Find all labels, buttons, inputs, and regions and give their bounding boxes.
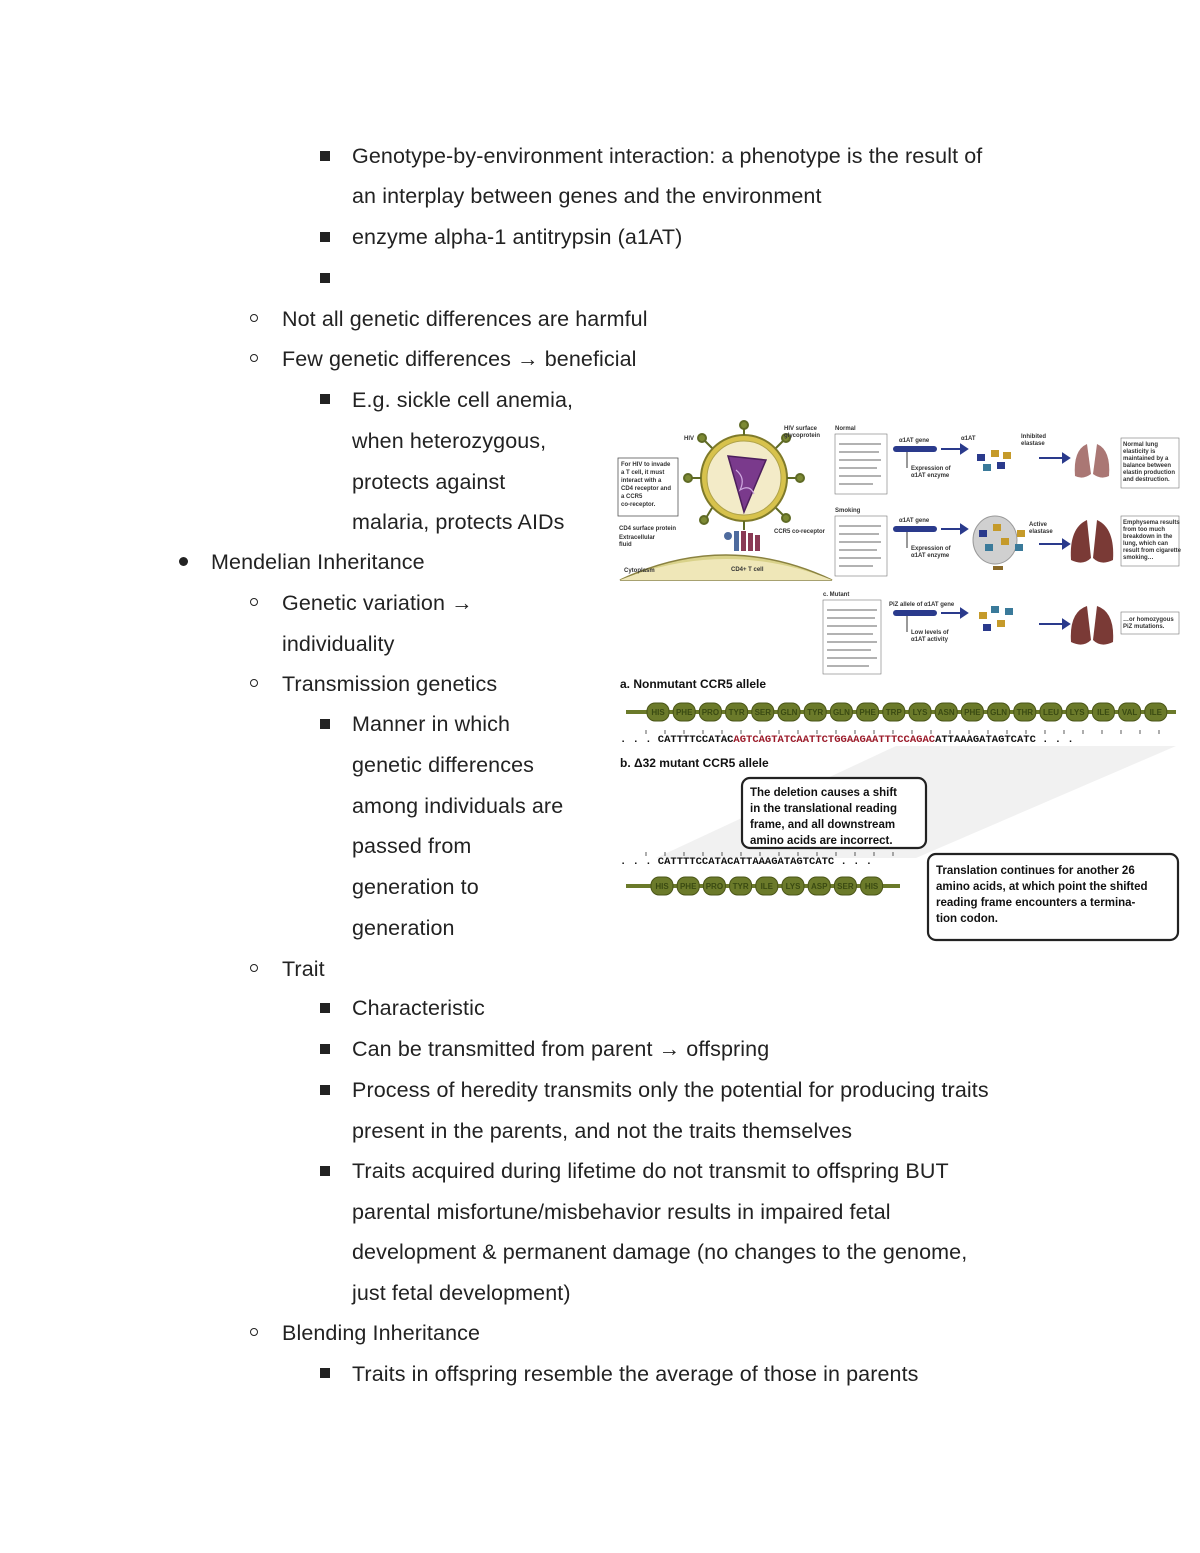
shift-callout-text: frame, and all downstream bbox=[750, 819, 896, 831]
amino-acid-label: PHE bbox=[679, 882, 697, 891]
note-line: genetic differences bbox=[352, 753, 534, 777]
invade-text: CD4 receptor and bbox=[621, 486, 672, 492]
note-line: Few genetic differences → beneficial bbox=[282, 347, 637, 371]
emphysema-text: breakdown in the bbox=[1123, 534, 1173, 540]
amino-acid-label: ASP bbox=[810, 882, 828, 891]
note-line: Traits in offspring resemble the average of those in parents bbox=[352, 1362, 919, 1386]
normal-lung-text: elasticity is bbox=[1123, 449, 1156, 455]
bullet-square bbox=[320, 232, 330, 242]
amino-acid-label: ILE bbox=[1149, 708, 1163, 717]
ccr5-label: CCR5 co-receptor bbox=[774, 529, 826, 535]
bullet-circle bbox=[250, 964, 258, 972]
bullet-square bbox=[320, 273, 330, 283]
amino-acid-label: ASN bbox=[937, 708, 955, 717]
amino-acid-label: PHE bbox=[964, 708, 981, 717]
emphysema-text: result from cigarette bbox=[1123, 548, 1182, 554]
note-line: enzyme alpha-1 antitrypsin (a1AT) bbox=[352, 225, 683, 249]
emphysema-text: smoking… bbox=[1123, 555, 1154, 561]
normal-lung-text: Normal lung bbox=[1123, 442, 1159, 448]
translation-callout-text: amino acids, at which point the shifted bbox=[936, 881, 1148, 893]
normal-header: Normal bbox=[835, 426, 856, 432]
emphysema-text: Emphysema results bbox=[1123, 520, 1180, 526]
homozygous-text: …or homozygous bbox=[1123, 617, 1174, 623]
smoking-header: Smoking bbox=[835, 508, 861, 514]
inhibited-label: elastase bbox=[1021, 441, 1045, 447]
amino-acid-label: SER bbox=[837, 882, 854, 891]
seq-a-end: ATTAAAGATAGTCATC . . . bbox=[935, 734, 1074, 746]
note-line: Characteristic bbox=[352, 996, 485, 1020]
shift-callout-text: amino acids are incorrect. bbox=[750, 835, 893, 847]
bullet-square bbox=[320, 1085, 330, 1095]
amino-acid-label: THR bbox=[1016, 708, 1034, 717]
amino-acid-label: VAL bbox=[1121, 708, 1138, 717]
bullet-circle bbox=[250, 598, 258, 606]
nonmutant-title: a. Nonmutant CCR5 allele bbox=[620, 677, 767, 691]
note-line: Not all genetic differences are harmful bbox=[282, 307, 648, 331]
lungs-normal bbox=[1075, 444, 1110, 478]
seq-a-start: . . . CATTTTCCATAC bbox=[620, 734, 734, 746]
amino-acid-label: LYS bbox=[1069, 708, 1085, 717]
note-line: development & permanent damage (no changes to the genome, bbox=[352, 1240, 968, 1264]
amino-acid-label: TYR bbox=[732, 882, 749, 891]
amino-acid-label: PHE bbox=[675, 708, 693, 717]
gene-bar bbox=[893, 446, 937, 452]
amino-acid-label: GLN bbox=[990, 708, 1008, 717]
extracellular-label: fluid bbox=[619, 542, 632, 548]
amino-acid-label: PRO bbox=[701, 708, 720, 717]
bullet-circle bbox=[250, 314, 258, 322]
bullet-circle bbox=[250, 354, 258, 362]
mutant-header: c. Mutant bbox=[823, 592, 850, 598]
note-line: generation to bbox=[352, 875, 479, 899]
gene-bar bbox=[893, 610, 937, 616]
bullet-circle bbox=[250, 1328, 258, 1336]
pi-allele-label: PiZ allele of α1AT gene bbox=[889, 602, 955, 608]
amino-acid-label: HIS bbox=[864, 882, 879, 891]
note-line: Traits acquired during lifetime do not transmit to offspring BUT bbox=[352, 1159, 949, 1183]
note-line: Trait bbox=[282, 957, 325, 981]
bullet-square bbox=[320, 151, 330, 161]
enzyme-cluster-mutant bbox=[979, 606, 1013, 631]
note-line: individuality bbox=[282, 632, 395, 656]
cytoplasm-label: Cytoplasm bbox=[624, 568, 655, 574]
lungs-emphysema bbox=[1071, 520, 1113, 563]
normal-lung-text: balance between bbox=[1123, 463, 1172, 469]
expression-label: α1AT enzyme bbox=[911, 473, 950, 479]
invade-text: For HIV to invade bbox=[621, 462, 671, 468]
lungs-mutant bbox=[1071, 606, 1113, 645]
tcell-label: CD4+ T cell bbox=[731, 567, 764, 573]
low-levels-label: α1AT activity bbox=[911, 637, 948, 643]
a1at-label: α1AT bbox=[961, 436, 976, 442]
shift-callout-text: The deletion causes a shift bbox=[750, 787, 897, 799]
amino-acid-label: LYS bbox=[785, 882, 801, 891]
note-line: Blending Inheritance bbox=[282, 1321, 481, 1345]
note-line: Mendelian Inheritance bbox=[211, 550, 425, 574]
note-line: present in the parents, and not the traits themselves bbox=[352, 1119, 853, 1143]
note-line: among individuals are bbox=[352, 794, 564, 818]
note-line: parental misfortune/misbehavior results in impaired fetal bbox=[352, 1200, 891, 1224]
note-line: Transmission genetics bbox=[282, 672, 498, 696]
note-line: malaria, protects AIDs bbox=[352, 510, 565, 534]
bullet-square bbox=[320, 1044, 330, 1054]
expression-label: α1AT enzyme bbox=[911, 553, 950, 559]
amino-acid-label: GLN bbox=[780, 708, 798, 717]
note-line: just fetal development) bbox=[352, 1281, 571, 1305]
invade-text: co-receptor. bbox=[621, 502, 656, 508]
invade-text: a CCR5 bbox=[621, 494, 643, 500]
amino-acid-label: TYR bbox=[728, 708, 745, 717]
low-levels-label: Low levels of bbox=[911, 630, 949, 636]
amino-acid-label: TYR bbox=[807, 708, 824, 717]
normal-lung-text: and destruction. bbox=[1123, 477, 1170, 483]
bullet-square bbox=[320, 394, 330, 404]
amino-acid-label: HIS bbox=[655, 882, 669, 891]
active-label: Active bbox=[1029, 522, 1048, 528]
bullet-square bbox=[320, 1166, 330, 1176]
a1at-figure bbox=[823, 420, 1182, 680]
note-line: Manner in which bbox=[352, 712, 511, 736]
normal-lung-text: maintained by a bbox=[1123, 456, 1169, 462]
shift-callout-text: in the translational reading bbox=[750, 803, 897, 815]
bullet-square bbox=[320, 719, 330, 729]
amino-acid-label: LEU bbox=[1043, 708, 1059, 717]
translation-callout-text: reading frame encounters a termina- bbox=[936, 897, 1136, 909]
note-line: E.g. sickle cell anemia, bbox=[352, 388, 574, 412]
translation-callout-text: Translation continues for another 26 bbox=[936, 865, 1135, 877]
invade-text: a T cell, it must bbox=[621, 470, 665, 476]
cd4-ccr5-receptors bbox=[724, 531, 760, 551]
amino-acid-label: PRO bbox=[705, 882, 724, 891]
nonmutant-sequence bbox=[620, 734, 1074, 746]
translation-callout-text: tion codon. bbox=[936, 913, 998, 925]
amino-acid-label: PHE bbox=[859, 708, 876, 717]
bullet-square bbox=[320, 1368, 330, 1378]
note-line: Can be transmitted from parent → offspring bbox=[352, 1037, 770, 1061]
amino-acid-label: HIS bbox=[651, 708, 665, 717]
amino-acid-label: LYS bbox=[912, 708, 928, 717]
invade-text: interact with a bbox=[621, 478, 662, 484]
inhibited-label: Inhibited bbox=[1021, 434, 1046, 440]
seq-a-deleted: AGTCAGTATCAATTCTGGAAGAATTTCCAGAC bbox=[733, 734, 936, 746]
note-line: an interplay between genes and the environment bbox=[352, 184, 822, 208]
note-line: passed from bbox=[352, 834, 472, 858]
enzyme-cluster-normal bbox=[961, 434, 1046, 471]
hiv-label: HIV bbox=[684, 436, 695, 442]
note-line: Genotype-by-environment interaction: a phenotype is the result of bbox=[352, 144, 983, 168]
glycoprotein-label: HIV surface bbox=[784, 426, 818, 432]
amino-acid-label: TRP bbox=[885, 708, 902, 717]
glycoprotein-label: glycoprotein bbox=[784, 433, 821, 439]
cd4-label: CD4 surface protein bbox=[619, 526, 677, 532]
gene-label: α1AT gene bbox=[899, 518, 930, 524]
note-line: when heterozygous, bbox=[352, 429, 547, 453]
normal-lung-text: elastin production bbox=[1123, 470, 1176, 476]
note-line: generation bbox=[352, 916, 455, 940]
amino-acid-label: SER bbox=[754, 708, 772, 717]
amino-acid-label: GLN bbox=[832, 708, 850, 717]
active-label: elastase bbox=[1029, 529, 1053, 535]
expression-label: Expression of bbox=[911, 546, 951, 552]
homozygous-text: PiZ mutations. bbox=[1123, 624, 1165, 630]
expression-label: Expression of bbox=[911, 466, 951, 472]
hiv-ccr5-figure bbox=[616, 420, 836, 580]
bullet-circle bbox=[250, 679, 258, 687]
amino-acid-label: ILE bbox=[760, 882, 774, 891]
bullet-disc bbox=[179, 557, 188, 566]
amino-acid-label: ILE bbox=[1097, 708, 1110, 717]
gene-label: α1AT gene bbox=[899, 438, 930, 444]
mutant-amino-acid-chain bbox=[651, 877, 883, 895]
emphysema-text: lung, which can bbox=[1123, 541, 1169, 547]
bullet-square bbox=[320, 1003, 330, 1013]
note-line: Genetic variation → bbox=[282, 591, 473, 615]
note-line: Process of heredity transmits only the potential for producing traits bbox=[352, 1078, 989, 1102]
mutant-sequence: . . . CATTTTCCATACATTAAAGATAGTCATC . . . bbox=[620, 856, 873, 868]
ccr5-allele-figure bbox=[616, 672, 1180, 944]
emphysema-text: from too much bbox=[1123, 527, 1165, 533]
mutant-title: b. Δ32 mutant CCR5 allele bbox=[620, 756, 769, 770]
note-line: protects against bbox=[352, 470, 506, 494]
extracellular-label: Extracellular bbox=[619, 535, 656, 541]
gene-bar bbox=[893, 526, 937, 532]
